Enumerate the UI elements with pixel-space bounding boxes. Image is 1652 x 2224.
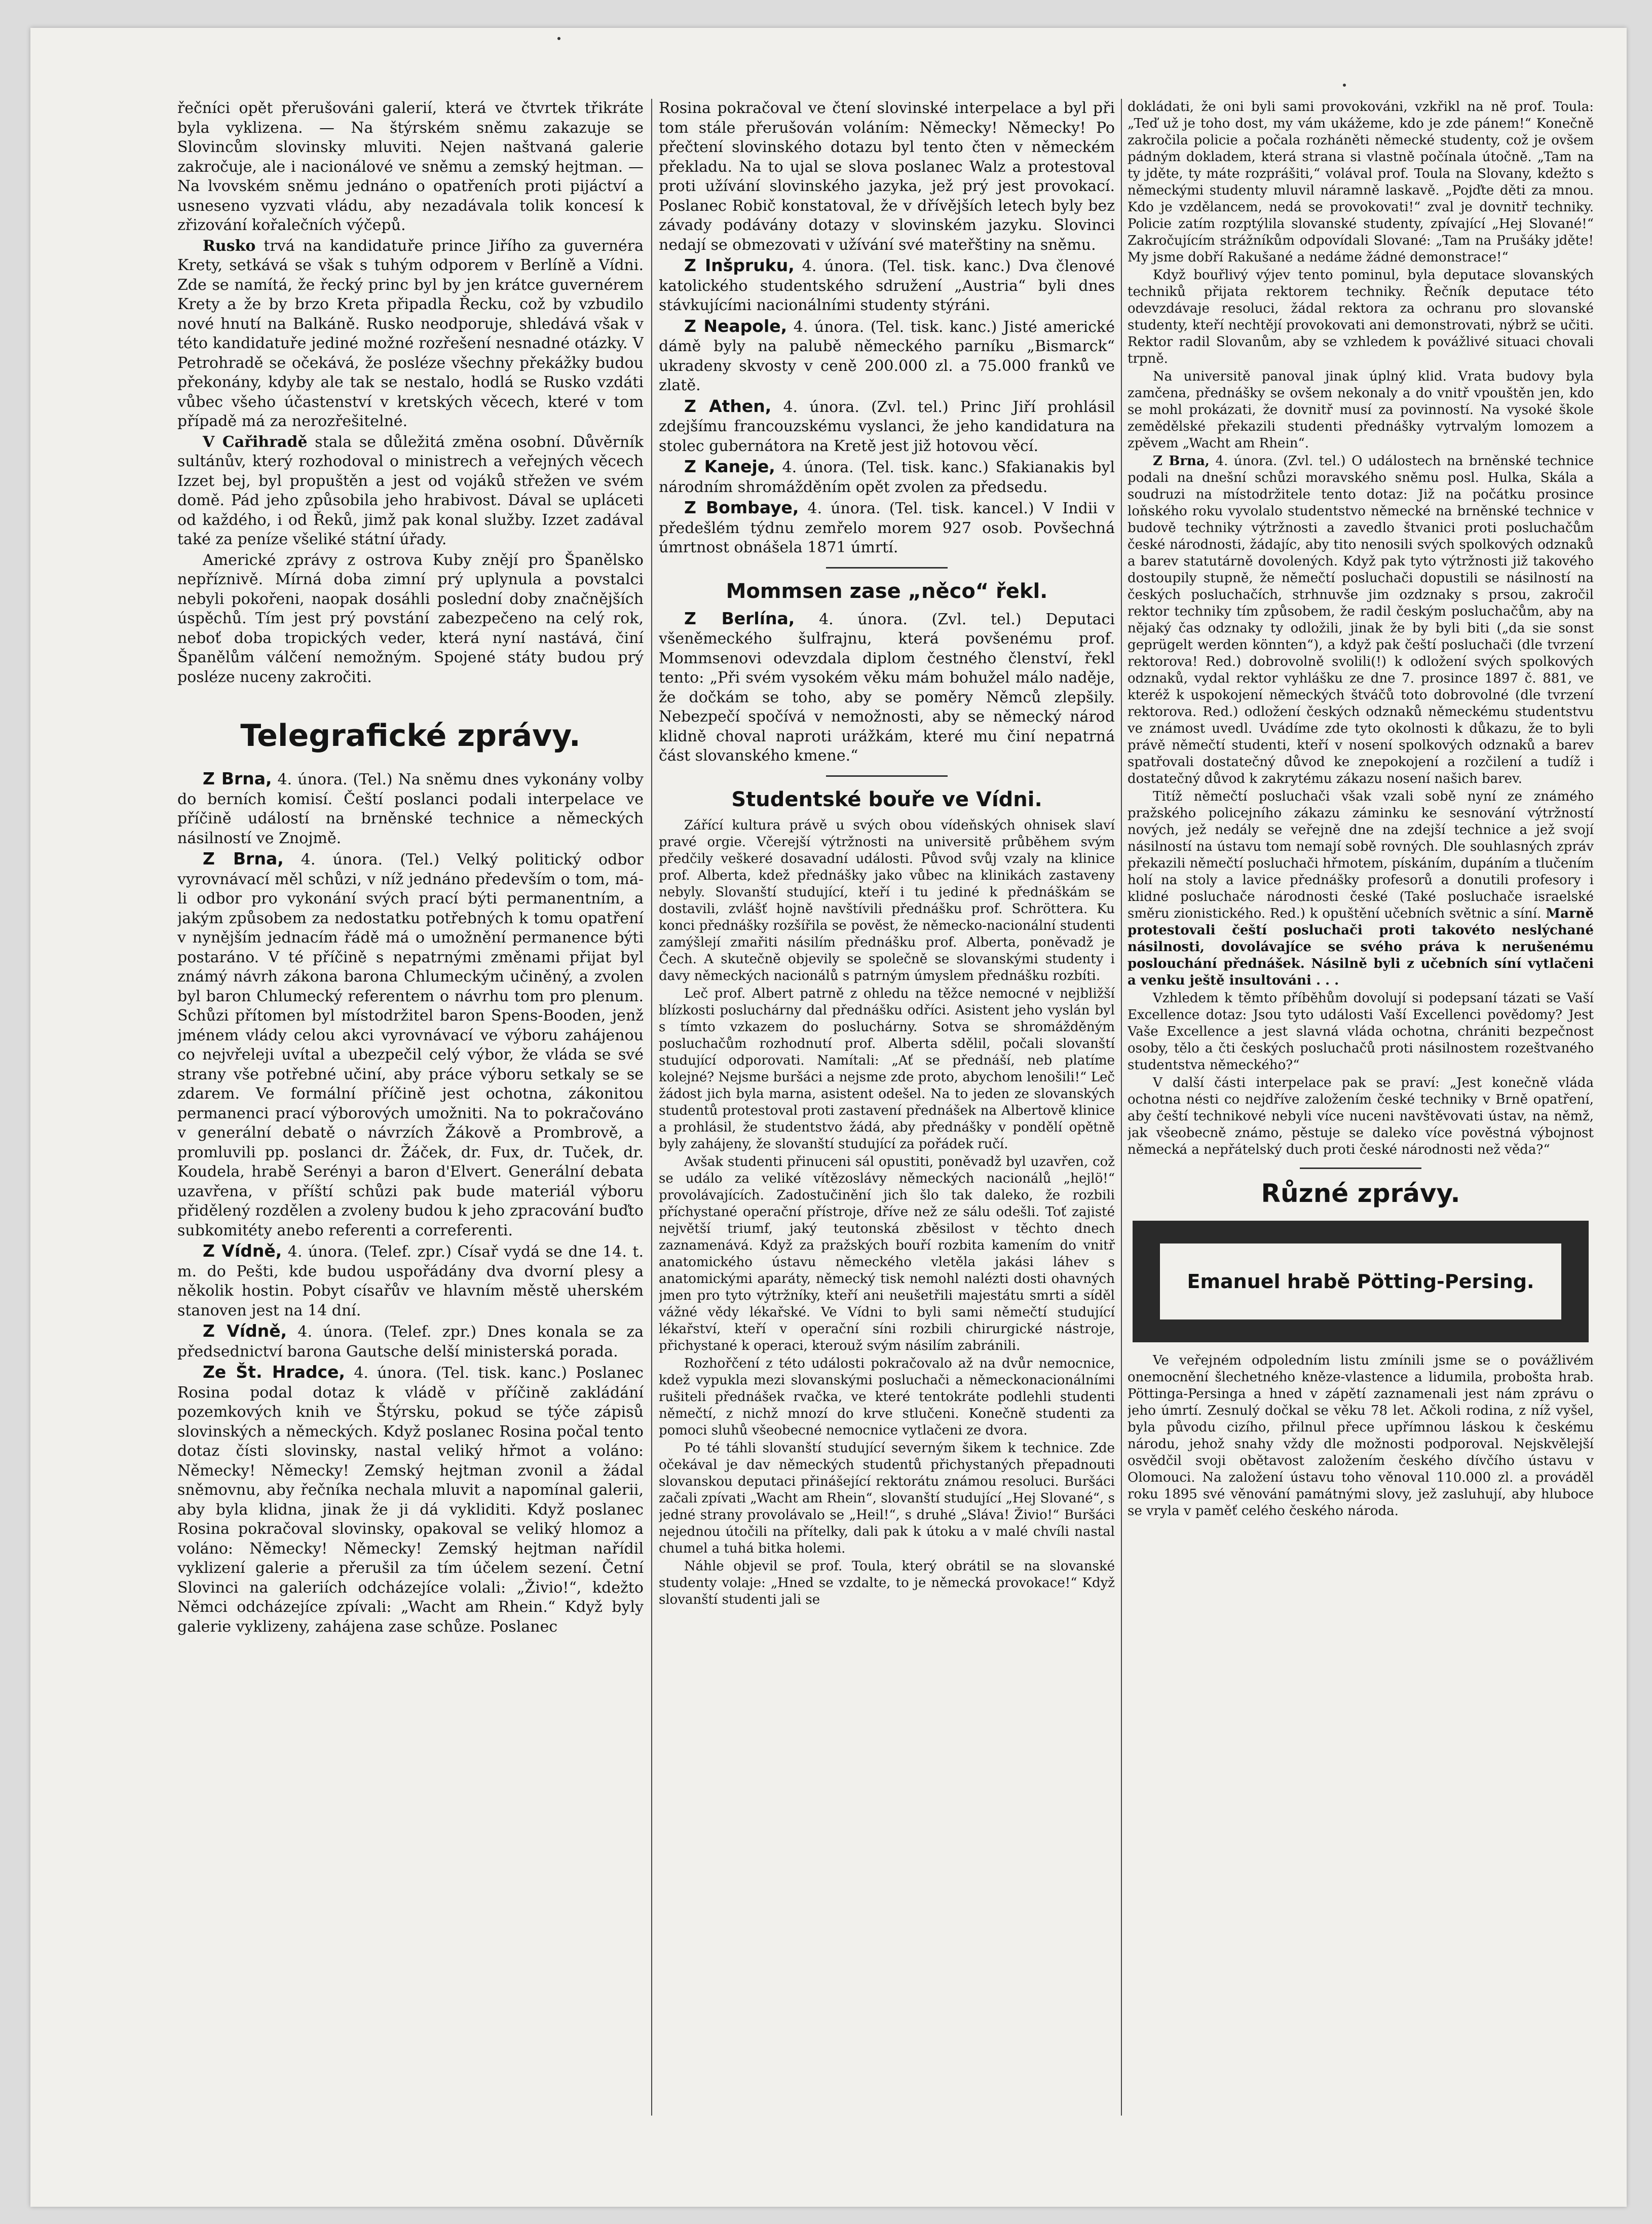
article-paragraph: Zářící kultura právě u svých obou vídeňských ohnisek slaví pravé orgie. Včerejší výtržnosti na universitě průběhem svým předčily veškeré dosavadní události. Původ svůj vzaly na klinice prof. Alberta, kdež přednášky jako vůbec na klinikách zastaveny nebyly. Slovanští studující, kteří i tu jediné k přednáškám se dostavili, zvlášť hojně navštívili přednášku prof. Schröttera. Ku konci přednášky rozšířila se pověst, že německo-nacionální studenti zamýšlejí zmařiti násilím přednášku prof. Alberta, poněvadž je Čech. A skutečně objevily se společně se slovanskými studenty i davy německých nacionálů s patrným úmyslem přednášku rozbíti.: [659, 817, 1115, 984]
headline-studentske-boure: Studentské bouře ve Vídni.: [731, 787, 1042, 811]
newspaper-page: [30, 28, 1627, 2207]
telegram-text: 4. února. (Telef. zpr.) Císař vydá se dne 14. t. m. do Pešti, kde budou uspořádány dva dvorní plesy a několik hostin. Pobyt císařův ve hlavním městě uherském stanoven jest na 14 dní.: [177, 1243, 644, 1320]
telegram-item: [659, 609, 1115, 766]
article-paragraph: [1128, 788, 1594, 989]
telegram-text: 4. února. (Zvl. tel.) O událostech na brněnské technice podali na dnešní schůzi moravského sněmu posl. Hulka, Skála a soudruzi na místodržitele tento dotaz: Již na počátku prosince loňského roku vyvolalo studentstvo německé na brněnské technice v budově techniky výtržnosti a zavedlo štvanici proti posluchačům české národnosti, žádajíc, aby tito nenosili svých spolkových odznaků a barev statutárně dovolených. Když pak tyto výtržnosti již takového dostoupily stupně, že němečtí posluchači dopustili se násilností na českých posluchačích, strhnuvše jim ozdznaky s prsou, zakročil rektor techniky tím způsobem, že radil českým posluchačům, aby na nějaký čas odznaky ty odložili, jinak že by byli biti („da sie sonst geprügelt werden könnten“), a když pak čeští posluchači (dle tvrzení rektorova! Red.) dobrovolně svolili(!) k odložení svých spolkových odznaků, vydal rektor vyhlášku ze dne 7. prosince 1897 č. 881, ve kteréž k uspokojení německých štváčů toto dobrovolné (dle tvrzení rektorova. Red.) odložení českých odznaků německému studentstvu ve známost uvedl. Uvádíme zde tyto okolnosti k důkazu, že to byli právě němečtí studenti, kteří v nosení spolkových odznaků a barev spatřovali dostatečný důvod ke znepokojení a rozčilení a tudíž i dostatečný důvod k zakrytému zákazu nosení našich barev.: [1128, 454, 1594, 786]
separator: [826, 567, 948, 569]
telegram-text: 4. února. (Tel. tisk. kanc.) Dva členové katolického studentského sdružení „Austria“ byli dnes stávkujícími nacionálními studenty stýráni.: [659, 257, 1115, 314]
article-paragraph: Avšak studenti přinuceni sál opustiti, poněvadž byl uzavřen, což se událo za veliké vítězoslávy německých nacionálů „hejlö!“ provolávajících. Zadostučinění jich šlo tak daleko, že rozbili příchystané operační přístroje, dříve než ze sálu odešli. Toť zajisté největší triumf, jaký teutonská zběsilost v těchto dnech zaznamenává. Když za pražských bouří rozbita kamením do vnitř anatomického ústavu německého vletěla jakási láhev s anatomickými aparáty, německý tisk nemohl nalézti dosti ohavných jmen pro tyto výtržníky, kteří ani neušetřili majestátu smrti a síděl vážné vědy lékařské. Ve Vídni to byli sami němečtí studující lékařství, kteří v operační síni rozbili chirurgické nástroje, přichystané k operaci, kterouž svým násilím zabránili.: [659, 1154, 1115, 1353]
dateline: Z Vídně,: [203, 1241, 282, 1261]
telegram-text: 4. února. (Tel. tisk. kanc.) Sfakianakis byl národním shromážděním opět zvolen za předsedu.: [659, 459, 1115, 496]
article-paragraph: Náhle objevil se prof. Toula, který obrátil se na slovanské studenty volaje: „Hned se vzdalte, to je německá provokace!“ Když slovanští studenti jali se: [659, 1558, 1115, 1607]
article-paragraph: řečníci opět přerušováni galerií, která ve čtvrtek třikráte byla vyklizena. — Na štýrském sněmu zakazuje se Slovincům slovinsky mluviti. Nejen naštvaná galerie zakročuje, ale i nacionálové ve sněmu a zemský hejtman. — Na lvovském sněmu jednáno o opatřeních proti pijáctví a usneseno vyzvati vládu, aby nezadávala tolik koncesí k zřizování kořalečních výčepů.: [177, 99, 644, 234]
article-paragraph: Vzhledem k těmto příběhům dovolují si podepsaní tázati se Vaší Excellence dotaz: Jsou tyto události Vaší Excellenci povědomy? Jest Vaše Excellence a jest slavná vláda ochotna, chrániti bezpečnost osoby, tělo a čti českých posluchačů proti násilnostem rozeštvaného studentstva německého?“: [1128, 991, 1594, 1073]
telegram-text: 4. února. (Zvl. tel.) Princ Jiří prohlásil zdejšímu francouzskému vyslanci, že jeho kandidatura na stolec gubernátora na Kretě jest již hotovou věcí.: [659, 398, 1115, 455]
telegram-item: [659, 498, 1115, 558]
telegram-item: [177, 1322, 644, 1362]
article-paragraph: Když bouřlivý výjev tento pominul, byla deputace slovanských techniků přijata rektorem techniky. Řečník deputace této odevzdávaje resoluci, žádal rektora za ochranu pro slovanské studenty, kteří nechtějí provokovati ani demonstrovati, nýbrž se učiti. Rektor radil Slovanům, aby se vzhledem k povážlivé situaci chovali trpně.: [1128, 268, 1594, 366]
telegram-item: [659, 317, 1115, 396]
section-heading-telegrafické: Telegrafické zprávy.: [240, 718, 581, 753]
print-dot: [557, 37, 560, 40]
section-heading-ruzne: Různé zprávy.: [1261, 1179, 1460, 1208]
telegram-item: [659, 397, 1115, 457]
dateline: Z Inšpruku,: [684, 255, 795, 275]
telegram-item: [659, 457, 1115, 497]
article-paragraph: Na universitě panoval jinak úplný klid. Vrata budovy byla zamčena, přednášky se ovšem nekonaly a do vnitř vpouštěn jen, kdo se mohl prokázati, že dovnitř musí za povinností. Na vysoké škole zemědělské překazili studenti přednášky vytrvalým lomozem a zpěvem „Wacht am Rhein“.: [1128, 369, 1594, 451]
telegram-text: 4. února. (Tel. tisk. kancel.) V Indii v předešlém týdnu zemřelo morem 927 osob. Povšechná úmrtnost obnášela 1871 úmrtí.: [659, 500, 1115, 556]
separator: [826, 775, 948, 777]
lead-word: Rusko: [203, 237, 256, 255]
dateline: Z Vídně,: [203, 1321, 287, 1341]
dateline: Z Brna,: [1153, 454, 1210, 469]
telegram-item: [177, 849, 644, 1240]
column-left: [177, 99, 644, 2116]
bold-passage: Marně protestovali čeští posluchači proti takovéto neslýchané násilnosti, dovolávajíce se svého práva k nerušenému poslouchání přednášek. Násilně byli z učebních síní vytlačeni a venku ještě insultováni . . .: [1128, 906, 1594, 988]
telegram-text: 4. února. (Tel. tisk. kanc.) Jisté americké dámě byly na palubě německého parníku „Bismarck“ ukradeny skvosty v ceně 200.000 zl. a 75.000 franků ve zlatě.: [659, 318, 1115, 394]
headline-mommsen: Mommsen zase „něco“ řekl.: [726, 579, 1048, 603]
paragraph-text: Titíž němečtí posluchači však vzali sobě nyní ze známého pražského policejního zákazu záminku ke sesnování výtržností nových, jež nedály se veřejně dne na zdejší technice a jež svojí násilností na ústavu tom nemají sobě rovných. Dle souhlasných zpráv překazili němečtí posluchači hřmotem, pískáním, dupáním a tlučením holí na stoly a lavice přednášky profesorů a donutili profesory i klidné posluchače národnosti české (Také posluchače israelské směru zionistického. Red.) k opuštění učebních světnic a síní.: [1128, 789, 1594, 921]
article-paragraph: V další části interpelace pak se praví: „Jest konečně vláda ochotna nésti co nejdříve založením české techniky v Brně opatření, aby čeští technikové nebyli více nuceni navštěvovati ústav, na němž, jak všeobecně známo, pěstuje se daleko více pověstná výbojnost německá a nepřátelský duch proti české národnosti než věda?“: [1128, 1075, 1594, 1157]
dateline: Z Neapole,: [684, 316, 787, 336]
article-paragraph: Leč prof. Albert patrně z ohledu na těžce nemocné v nejbližší blízkosti posluchárny dal přednášku odříci. Asistent jeho vyslán byl s tímto vzkazem do posluchárny. Sotva se shromážděným posluchačům rozhodnutí prof. Alberta sdělil, počali slovanští studující odporovati. Namítali: „Ať se přednáší, neb platíme kolejné? Nejsme buršáci a nejsme zde proto, abychom lenošili!“ Leč žádost jich byla marna, asistent odešel. Na to jeden ze slovanských studentů protestoval proti zastavení přednášek na Albertově klinice a prohlásil, že studentstvo žádá, aby přednášky v pondělí opětně byly zahájeny, že slovanští studující za pořádek ručí.: [659, 986, 1115, 1152]
article-paragraph: Rosina pokračoval ve čtení slovinské interpelace a byl při tom stále přerušován voláním: Německy! Německy! Po přečtení slovinského dotazu byl tento čten v německém překladu. Na to ujal se slova poslanec Walz a protestoval proti užívání slovinského jazyka, jež prý jest provokací. Poslanec Robič konstatoval, že v dřívějších letech byly bez závady podávány dotazy v slovinském jazyku. Slovinci nedají se obmezovati v užívání své mateřštiny na sněmu.: [659, 99, 1115, 254]
telegram-text: 4. února. (Tel.) Na sněmu dnes vykonány volby do berních komisí. Čeští poslanci podali interpelace ve příčině událostí na brněnské technice a německých násilností ve Znojmě.: [177, 771, 644, 847]
column-rule: [651, 99, 652, 2116]
article-paragraph: Americké zprávy z ostrova Kuby znějí pro Španělsko nepříznivě. Mírná doba zimní prý uplynula a povstalci nebyli pokořeni, naopak dosáhli poslední doby značnějších úspěchů. Tím jest prý povstání zabezpečeno na celý rok, neboť doba tropických veder, která nyní nastává, činí Španělům válčení nemožným. Spojené státy budou prý posléze nuceny zakročiti.: [177, 551, 644, 686]
column-rule: [1121, 99, 1122, 2116]
paragraph-text: stala se důležitá změna osobní. Důvěrník sultánův, který rozhodoval o ministrech a veřejných věcech Izzet bej, byl propuštěn a jest od vojáků střežen ve svém domě. Pád jeho způsobila jeho hrabivost. Dával se upláceti od každého, i od Řeků, jimž pak konal služby. Izzet zadával také za peníze všeliké státní úřady.: [177, 433, 644, 548]
article-paragraph: dokládati, že oni byli sami provokováni, vzkřikl na ně prof. Toula: „Teď už je toho dost, my vám ukážeme, kdo je zde pánem!“ Konečně zakročila policie a počala rozháněti německé studenty, což je ovšem pádným dokladem, která strana si vlastně počínala útočně. „Tam na ty jděte, ty máte rozprášiti,“ volával prof. Toula na Slovany, kdežto s německými studenty mluvil náramně laskavě. „Pojďte děti za mnou. Kdo je vzdělancem, nedá se provokovati!“ zval je dovnitř techniky. Policie zatím rozptýlila slovanské studenty, zpívající „Hej Slované!“ Zakročujícím strážníkům odpovídali Slované: „Tam na Prušáky jděte! My jsme dobří Rakušané a nedáme žádné demonstrace!“: [1128, 99, 1594, 265]
print-dot: [1343, 84, 1346, 87]
dateline: Ze Št. Hradce,: [203, 1362, 346, 1382]
obituary-title: Emanuel hrabě Pötting-Persing.: [1160, 1243, 1561, 1320]
telegram-text: 4. února. (Tel.) Velký politický odbor vyrovnávací měl schůzi, v níž jednáno především o tom, má-li odbor pro vykonání svých prací býti permanentním, a jakým způsobem za nedostatku potřebných k tomu opatření v nynějším jednacím řádě má o umožnění permanence býti postaráno. V té příčině s nepatrnými změnami přijat byl známý návrh zákona barona Chlumeckým učiněný, a zvolen byl baron Chlumecký referentem o návrhu tom pro plenum. Schůzi přítomen byl místodržitel baron Spens-Booden, jenž jménem vlády celou akci vyrovnávací ve výboru zahájenou co nejvřeleji uvítal a ubezpečil celý výbor, že vláda se své strany vše potřebné učiní, aby práce výboru setkaly se se zdarem. Ve formální příčině jest ochotna, zákonitou permanenci prací výborových umožniti. Na to pokračováno v generální debatě o návrzích Žákově a Prombrově, a promluvili pp. poslanci dr. Žáček, dr. Fux, dr. Tuček, dr. Koudela, hrabě Serényi a baron d'Elvert. Generální debata uzavřena, v příští schůzi pak bude materiál výboru přidělený rozdělen a zvoleny budou k jeho zpracování buďto subkomitéty anebo referenti a correferenti.: [177, 851, 644, 1239]
paragraph-text: trvá na kandidatuře prince Jiřího za guvernéra Krety, setkává se však s tuhým odporem v Berlíně a Vídni. Zde se namítá, že řecký princ byl by jen krátce guvernérem Krety a že by brzo Kreta připadla Řecku, což by vzbudilo nové hnutí na Balkáně. Rusko neodporuje, shledává však v této kandidatuře jediné možné rozřešení nesnadné otázky. V Petrohradě se očekává, že posléze všechny překážky budou překonány, kdyby ale tak se nestalo, hodlá se Rusko vzdáti vůbec všeho účastenství v kretských věcech, které v tom případě má za nerozřešitelné.: [177, 237, 644, 430]
column-right: [1128, 99, 1594, 2116]
article-paragraph: Po té táhli slovanští studující severným šikem k technice. Zde očekával je dav německých studentů přichystaných přepadnouti slovanskou deputaci přinášející rektorátu známou resoluci. Buršáci začali zpívati „Wacht am Rhein“, slovanští studující „Hej Slované“, s jedné strany provolávalo se „Heil!“, s druhé „Sláva! Živio!“ Buršáci nejednou útočili na přítelky, dali pak k útoku a v malé chvíli nastal chumel a tuhá bitka holemi.: [659, 1440, 1115, 1556]
telegram-item: [659, 256, 1115, 316]
telegram-text: 4. února. (Telef. zpr.) Dnes konala se za předsednictví barona Gautsche delší ministerská porada.: [177, 1323, 644, 1361]
article-paragraph: [177, 433, 644, 550]
telegram-item: [1128, 453, 1594, 787]
dateline: Z Athen,: [684, 396, 772, 416]
article-paragraph: [177, 237, 644, 432]
dateline: Z Brna,: [203, 849, 284, 869]
obituary-box: [1133, 1221, 1589, 1342]
telegram-item: [177, 769, 644, 848]
telegram-text: 4. února. (Zvl. tel.) Deputaci všeněmeckého šulfrajnu, která povšenému prof. Mommsenovi odevzdala diplom čestného členství, řekl tento: „Při svém vysokém věku mám bohužel málo naděje, že dočkám se toho, aby se poměry Němců zlepšily. Nebezpečí spočívá v nemožnosti, aby se německý národ klidně choval naproti urážkám, které mu činí nepatrná část slovanského kmene.“: [659, 610, 1115, 765]
telegram-item: [177, 1241, 644, 1321]
dateline: Z Berlína,: [684, 608, 795, 628]
dateline: Z Kaneje,: [684, 457, 775, 476]
column-middle: [659, 99, 1115, 2116]
telegram-item: [177, 1363, 644, 1637]
article-paragraph: Ve veřejném odpoledním listu zmínili jsme se o povážlivém onemocnění šlechetného kněze-vlastence a lidumila, probošta hrab. Pöttinga-Persinga a hned v zápětí zaznamenali jest nám zprávu o jeho úmrtí. Zesnulý dočkal se věku 78 let. Ačkoli rodina, z níž vyšel, byla původu cizího, přilnul přece upřímnou láskou k českému národu, jehož snahy vždy dle možnosti podporoval. Nejskvělejší osvědčil svoji obětavost založením českého dívčího ústavu v Olomouci. Na založení ústavu toho věnoval 110.000 zl. a prováděl roku 1895 své věnování památnými slovy, jež zasluhují, aby hluboce se vryla v paměť celého českého národa.: [1128, 1353, 1594, 1519]
dateline: Z Bombaye,: [684, 498, 799, 517]
separator: [1300, 1167, 1421, 1169]
dateline: Z Brna,: [203, 769, 272, 788]
article-paragraph: Rozhořčení z této události pokračovalo až na dvůr nemocnice, kdež vypukla mezi slovanskými posluchači a německonacionálními rušiteli přednášek rvačka, ve které tentokráte podlehli studenti němečtí, z nichž mnozí do krve stlučeni. Konečně studenti za pomoci sluhů všeobecné nemocnice vytlačeni ze dvora.: [659, 1355, 1115, 1438]
telegram-text: 4. února. (Tel. tisk. kanc.) Poslanec Rosina podal dotaz k vládě v příčině zakládání pozemkových knih ve Štýrsku, pokud se týče zápisů slovinských a německých. Když poslanec Rosina počal tento dotaz čísti slovinsky, nastal veliký hřmot a voláno: Německy! Německy! Zemský hejtman zvonil a žádal sněmovnu, aby řečníka nechala mluvit a napomínal galerii, aby byla klidna, jinak že ji dá vykliditi. Když poslanec Rosina pokračoval slovinsky, opakoval se veliký hlomoz a voláno: Německy! Německy! Zemský hejtman nařídil vyklizení galerie a přerušil za tím účelem sezení. Četní Slovinci na galeriích odcházejíce volali: „Živio!“, kdežto Němci odcházejíce zpívali: „Wacht am Rhein.“ Když byly galerie vyklizeny, zahájena zase schůze. Poslanec: [177, 1364, 644, 1636]
lead-word: V Cařihradě: [203, 433, 308, 451]
